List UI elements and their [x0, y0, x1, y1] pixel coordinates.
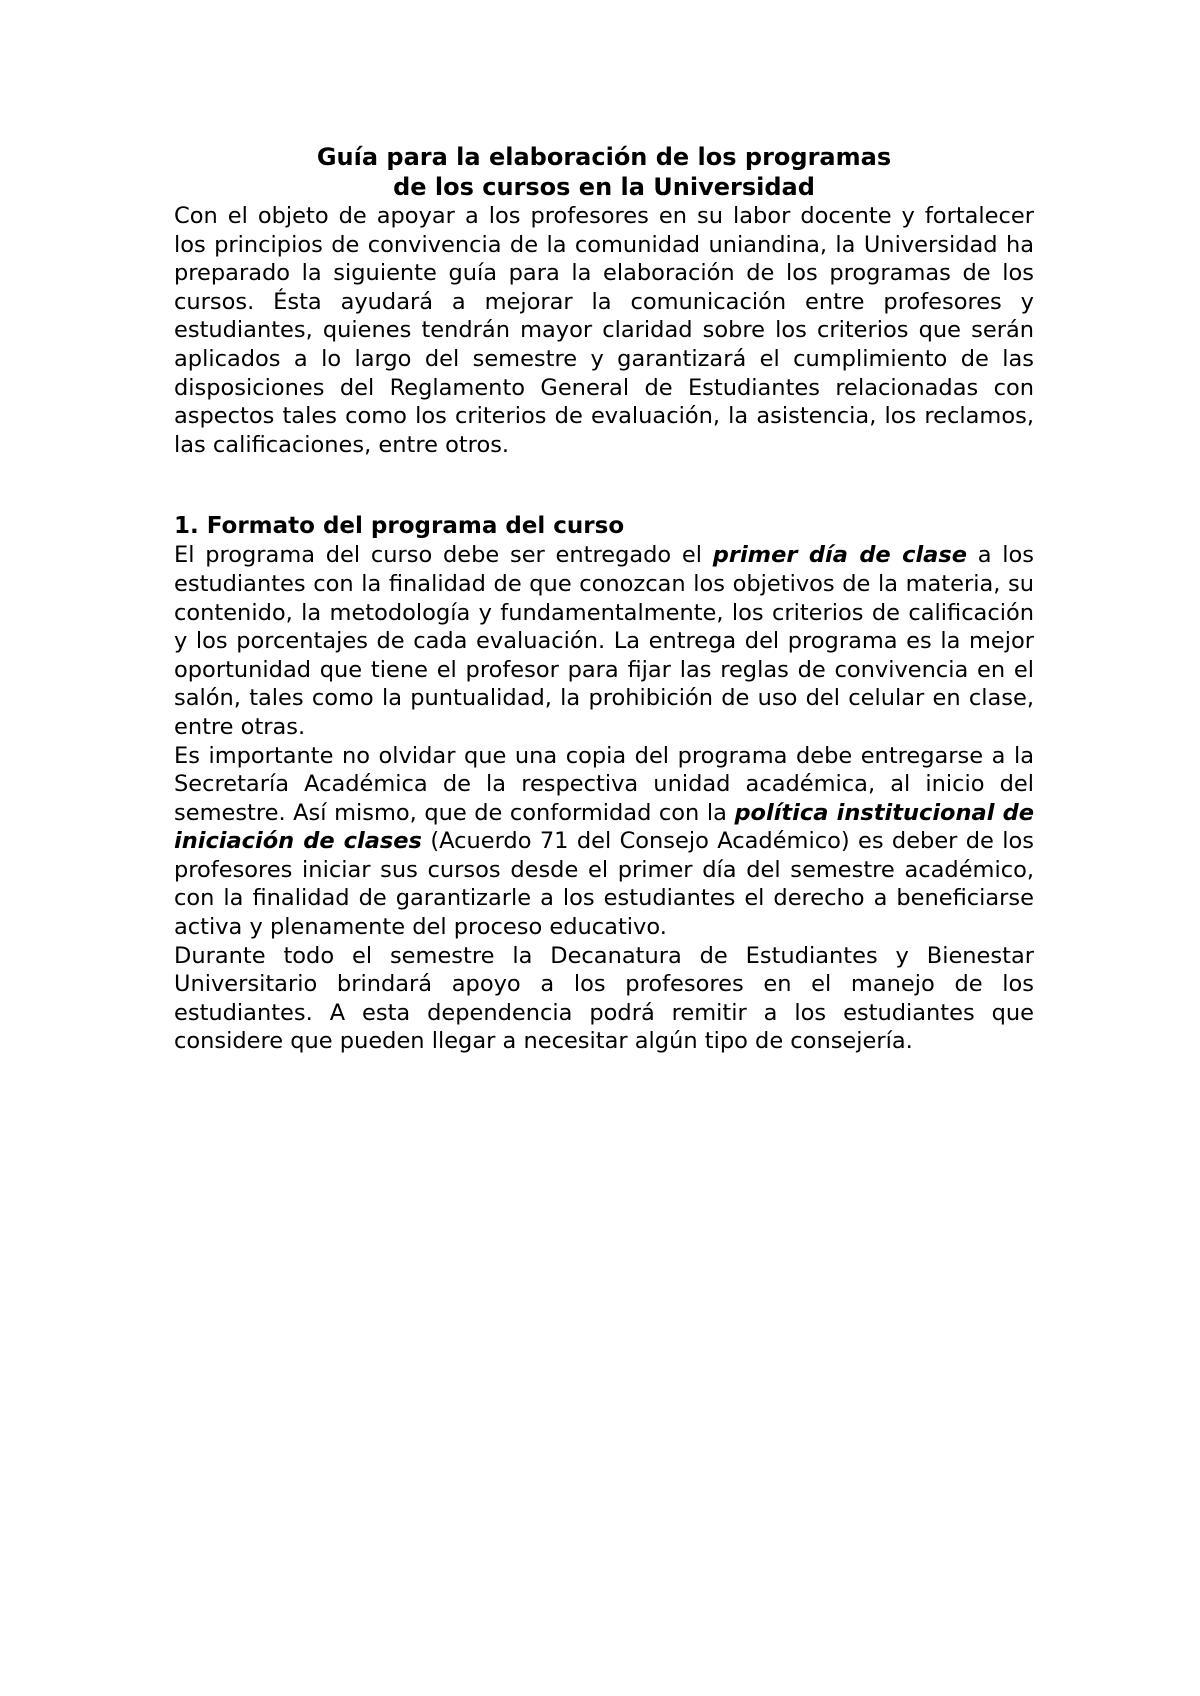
- document-title: [174, 142, 1034, 202]
- paragraph-text: Es importante no olvidar que una copia del programa debe entregarse a la Secretaría Académica de la respectiva unidad académica, al inicio del semestre. Así mismo, que de conformidad con la: [174, 742, 1034, 826]
- section-paragraph-3: Durante todo el semestre la Decanatura de Estudiantes y Bienestar Universitario brindará apoyo a los profesores en el manejo de los estudiantes. A esta dependencia podrá remitir a los estudiantes que considere que pueden llegar a necesitar algún tipo de consejería.: [174, 942, 1034, 1055]
- document-content: [174, 142, 1034, 1056]
- paragraph-text: El programa del curso debe ser entregado el: [174, 542, 713, 569]
- emphasis-text: primer día de clase: [712, 542, 967, 569]
- section-heading: 1. Formato del programa del curso: [174, 513, 625, 540]
- paragraph-text: a los estudiantes con la finalidad de que conozcan los objetivos de la materia, su contenido, la metodología y fundamentalmente, los criterios de calificación y los porcentajes de cada evaluación. La entrega del programa es la mejor oportunidad que tiene el profesor para fijar las reglas de convivencia en el salón, tales como la puntualidad, la prohibición de uso del celular en clase, entre otras.: [174, 542, 1035, 740]
- section-paragraph-2: [174, 742, 1034, 942]
- intro-paragraph: Con el objeto de apoyar a los profesores en su labor docente y fortalecer los principios de convivencia de la comunidad uniandina, la Universidad ha preparado la siguiente guía para la elaboración de los programas de los cursos. Ésta ayudará a mejorar la comunicación entre profesores y estudiantes, quienes tendrán mayor claridad sobre los criterios que serán aplicados a lo largo del semestre y garantizará el cumplimiento de las disposiciones del Reglamento General de Estudiantes relacionadas con aspectos tales como los criterios de evaluación, la asistencia, los reclamos, las calificaciones, entre otros.: [174, 203, 1034, 458]
- title-line-2: de los cursos en la Universidad: [393, 173, 815, 201]
- emphasis-text: política institucional de iniciación de clases: [174, 799, 1035, 855]
- title-line-1: Guía para la elaboración de los programas: [316, 143, 892, 171]
- paragraph-text: (Acuerdo 71 del Consejo Académico) es deber de los profesores iniciar sus cursos desde el primer día del semestre académico, con la finalidad de garantizarle a los estudiantes el derecho a beneficiarse activa y plenamente del proceso educativo.: [174, 828, 1035, 941]
- section-paragraph-1: [174, 541, 1034, 741]
